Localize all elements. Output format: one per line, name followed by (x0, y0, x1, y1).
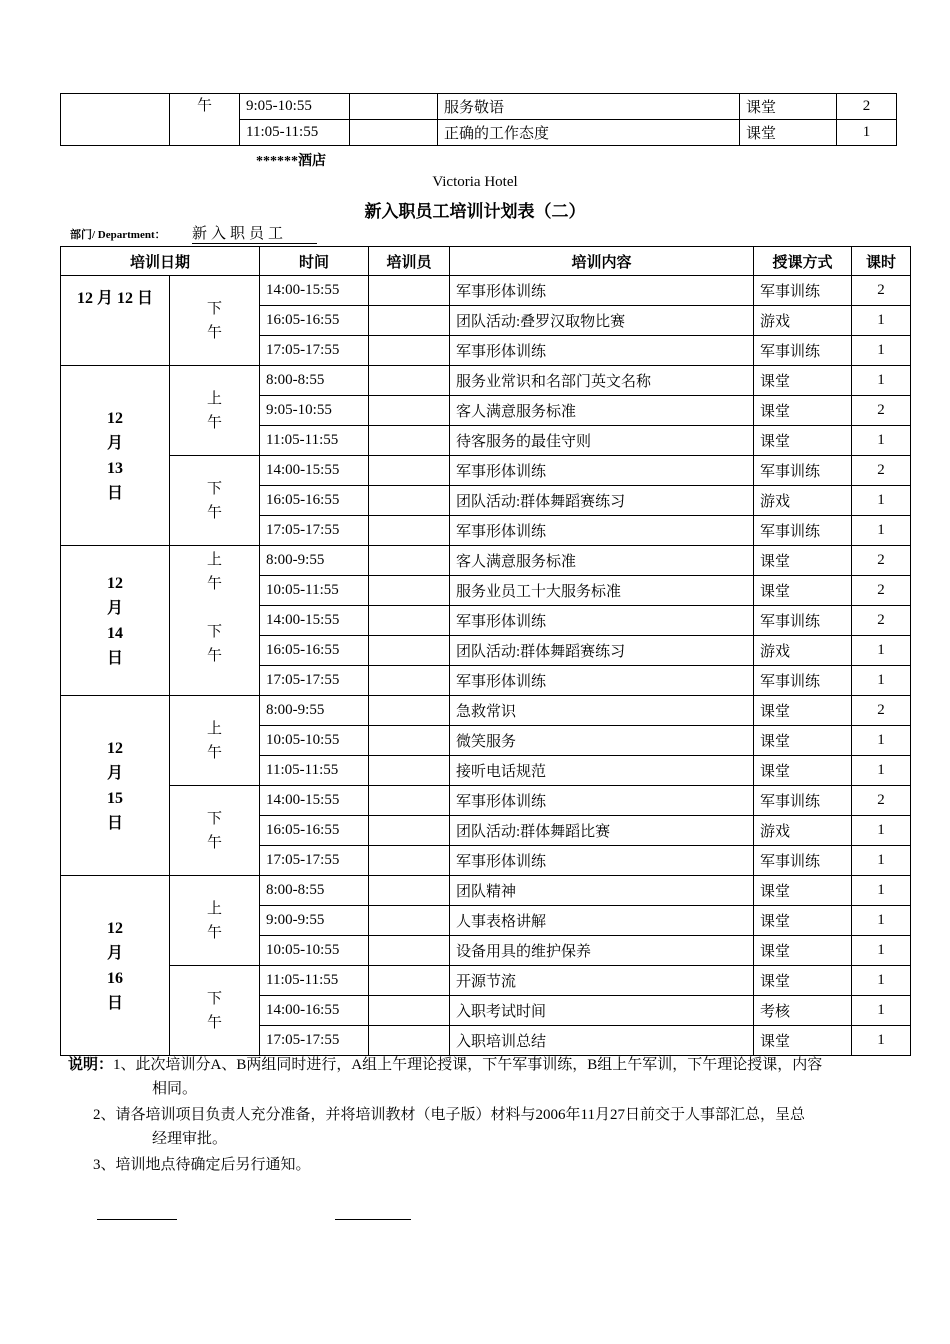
content-cell: 军事形体训练 (450, 276, 754, 306)
method-cell: 课堂 (754, 576, 852, 606)
method-cell: 军事训练 (754, 516, 852, 546)
time-cell: 14:00-15:55 (260, 276, 369, 306)
table-row (61, 786, 911, 816)
table-row (61, 966, 911, 996)
table-row (61, 94, 897, 120)
trainer-cell (350, 120, 438, 146)
trainer-cell (369, 336, 450, 366)
method-cell: 军事训练 (754, 336, 852, 366)
trainer-cell (369, 396, 450, 426)
note-text: 2、请各培训项目负责人充分准备，并将培训教材（电子版）材料与2006年11月27日前交于人事部汇总，呈总 (93, 1107, 805, 1123)
hours-cell: 1 (852, 366, 911, 396)
method-cell: 课堂 (754, 1026, 852, 1056)
content-cell: 团队精神 (450, 876, 754, 906)
hours-cell: 2 (852, 456, 911, 486)
content-cell: 团队活动:群体舞蹈赛练习 (450, 636, 754, 666)
trainer-cell (369, 516, 450, 546)
trainer-cell (350, 94, 438, 120)
content-cell: 团队活动:群体舞蹈比赛 (450, 816, 754, 846)
time-cell: 10:05-10:55 (260, 936, 369, 966)
content-cell: 军事形体训练 (450, 666, 754, 696)
time-cell: 16:05-16:55 (260, 306, 369, 336)
time-cell: 10:05-11:55 (260, 576, 369, 606)
table-row (61, 876, 911, 906)
col-header-trainer: 培训员 (369, 247, 450, 276)
date-cell: 12 月 15 日 (61, 696, 170, 876)
method-cell: 军事训练 (754, 606, 852, 636)
time-cell: 17:05-17:55 (260, 666, 369, 696)
time-cell: 17:05-17:55 (260, 336, 369, 366)
table-row (61, 696, 911, 726)
content-cell: 军事形体训练 (450, 516, 754, 546)
date-cell (61, 94, 170, 146)
method-cell: 军事训练 (754, 786, 852, 816)
time-cell: 14:00-15:55 (260, 786, 369, 816)
hours-cell: 1 (852, 846, 911, 876)
time-cell: 8:00-8:55 (260, 366, 369, 396)
col-header-hours: 课时 (852, 247, 911, 276)
time-cell: 11:05-11:55 (260, 426, 369, 456)
hours-cell: 1 (852, 1026, 911, 1056)
trainer-cell (369, 1026, 450, 1056)
method-cell: 游戏 (754, 816, 852, 846)
method-cell: 课堂 (740, 94, 837, 120)
content-cell: 服务敬语 (438, 94, 740, 120)
time-cell: 8:00-9:55 (260, 546, 369, 576)
date-cell: 12 月 13 日 (61, 366, 170, 546)
hours-cell: 2 (852, 606, 911, 636)
time-cell: 11:05-11:55 (260, 966, 369, 996)
hours-cell: 1 (852, 876, 911, 906)
trainer-cell (369, 486, 450, 516)
content-cell: 客人满意服务标准 (450, 546, 754, 576)
period-cell: 下 午 (170, 786, 260, 876)
content-cell: 正确的工作态度 (438, 120, 740, 146)
note-1 (68, 1053, 888, 1101)
content-cell: 军事形体训练 (450, 846, 754, 876)
hours-cell: 1 (837, 120, 897, 146)
trainer-cell (369, 816, 450, 846)
note-2 (68, 1103, 888, 1151)
trainer-cell (369, 306, 450, 336)
note-3 (68, 1153, 888, 1177)
method-cell: 课堂 (754, 546, 852, 576)
col-header-time: 时间 (260, 247, 369, 276)
method-cell: 考核 (754, 996, 852, 1026)
period-cell: 上 午 下 午 (170, 546, 260, 696)
method-cell: 军事训练 (754, 666, 852, 696)
hours-cell: 1 (852, 636, 911, 666)
table-row (61, 366, 911, 396)
note-text: 3、培训地点待确定后另行通知。 (93, 1157, 311, 1173)
date-cell: 12 月 14 日 (61, 546, 170, 696)
content-cell: 团队活动:群体舞蹈赛练习 (450, 486, 754, 516)
content-cell: 服务业员工十大服务标准 (450, 576, 754, 606)
method-cell: 课堂 (754, 906, 852, 936)
method-cell: 课堂 (754, 876, 852, 906)
date-cell: 12 月 16 日 (61, 876, 170, 1056)
time-cell: 11:05-11:55 (240, 120, 350, 146)
hours-cell: 1 (852, 486, 911, 516)
trainer-cell (369, 426, 450, 456)
hours-cell: 1 (852, 726, 911, 756)
method-cell: 课堂 (740, 120, 837, 146)
trainer-cell (369, 606, 450, 636)
hours-cell: 2 (837, 94, 897, 120)
content-cell: 军事形体训练 (450, 456, 754, 486)
period-cell: 下 午 (170, 966, 260, 1056)
col-header-content: 培训内容 (450, 247, 754, 276)
time-cell: 16:05-16:55 (260, 816, 369, 846)
time-cell: 17:05-17:55 (260, 516, 369, 546)
time-cell: 16:05-16:55 (260, 636, 369, 666)
hours-cell: 1 (852, 906, 911, 936)
time-cell: 16:05-16:55 (260, 486, 369, 516)
period-cell: 上 午 (170, 696, 260, 786)
trainer-cell (369, 276, 450, 306)
method-cell: 课堂 (754, 936, 852, 966)
method-cell: 军事训练 (754, 276, 852, 306)
col-header-date: 培训日期 (61, 247, 260, 276)
time-cell: 10:05-10:55 (260, 726, 369, 756)
time-cell: 17:05-17:55 (260, 846, 369, 876)
trainer-cell (369, 366, 450, 396)
table-header-row (61, 247, 911, 276)
content-cell: 接听电话规范 (450, 756, 754, 786)
hours-cell: 2 (852, 396, 911, 426)
previous-table-fragment (60, 93, 897, 146)
time-cell: 8:00-9:55 (260, 696, 369, 726)
table-row (61, 546, 911, 576)
hotel-english-name: Victoria Hotel (432, 174, 518, 190)
hours-cell: 1 (852, 936, 911, 966)
content-cell: 入职培训总结 (450, 1026, 754, 1056)
method-cell: 课堂 (754, 696, 852, 726)
method-cell: 课堂 (754, 726, 852, 756)
method-cell: 游戏 (754, 306, 852, 336)
method-cell: 课堂 (754, 966, 852, 996)
hours-cell: 1 (852, 816, 911, 846)
content-cell: 团队活动:叠罗汉取物比赛 (450, 306, 754, 336)
date-cell: 12 月 12 日 (61, 276, 170, 366)
method-cell: 游戏 (754, 636, 852, 666)
method-cell: 课堂 (754, 366, 852, 396)
trainer-cell (369, 666, 450, 696)
department-value: 新入职员工 (192, 222, 317, 244)
note-text: 1、此次培训分A、B两组同时进行，A组上午理论授课，下午军事训练，B组上午军训，下午理论授课，内容 (113, 1057, 823, 1073)
method-cell: 军事训练 (754, 456, 852, 486)
hours-cell: 1 (852, 516, 911, 546)
content-cell: 入职考试时间 (450, 996, 754, 1026)
hours-cell: 1 (852, 756, 911, 786)
hours-cell: 1 (852, 426, 911, 456)
time-cell: 14:00-16:55 (260, 996, 369, 1026)
hours-cell: 2 (852, 786, 911, 816)
trainer-cell (369, 726, 450, 756)
period-cell: 下 午 (170, 276, 260, 366)
content-cell: 开源节流 (450, 966, 754, 996)
time-cell: 11:05-11:55 (260, 756, 369, 786)
method-cell: 游戏 (754, 486, 852, 516)
content-cell: 服务业常识和名部门英文名称 (450, 366, 754, 396)
period-cell: 午 (170, 94, 240, 146)
trainer-cell (369, 936, 450, 966)
note-continuation: 相同。 (152, 1081, 198, 1097)
trainer-cell (369, 696, 450, 726)
time-cell: 9:00-9:55 (260, 906, 369, 936)
training-schedule-table (60, 246, 911, 1056)
hours-cell: 2 (852, 696, 911, 726)
time-cell: 9:05-10:55 (260, 396, 369, 426)
hours-cell: 2 (852, 276, 911, 306)
hours-cell: 1 (852, 666, 911, 696)
trainer-cell (369, 906, 450, 936)
content-cell: 待客服务的最佳守则 (450, 426, 754, 456)
table-row (61, 276, 911, 306)
time-cell: 8:00-8:55 (260, 876, 369, 906)
hours-cell: 1 (852, 966, 911, 996)
period-cell: 上 午 (170, 876, 260, 966)
content-cell: 微笑服务 (450, 726, 754, 756)
trainer-cell (369, 996, 450, 1026)
hours-cell: 1 (852, 996, 911, 1026)
department-label: 部门/ Department： (70, 229, 166, 241)
hours-cell: 2 (852, 546, 911, 576)
content-cell: 客人满意服务标准 (450, 396, 754, 426)
content-cell: 设备用具的维护保养 (450, 936, 754, 966)
trainer-cell (369, 786, 450, 816)
trainer-cell (369, 876, 450, 906)
trainer-cell (369, 456, 450, 486)
hotel-name: ******酒店 (256, 154, 326, 169)
method-cell: 课堂 (754, 396, 852, 426)
trainer-cell (369, 966, 450, 996)
time-cell: 9:05-10:55 (240, 94, 350, 120)
notes-label: 说明： (68, 1057, 114, 1073)
content-cell: 急救常识 (450, 696, 754, 726)
trainer-cell (369, 546, 450, 576)
col-header-method: 授课方式 (754, 247, 852, 276)
trainer-cell (369, 756, 450, 786)
notes-section (68, 1053, 888, 1179)
trainer-cell (369, 636, 450, 666)
signature-line (335, 1219, 411, 1220)
time-cell: 17:05-17:55 (260, 1026, 369, 1056)
form-title: 新入职员工培训计划表（二） (364, 202, 586, 221)
hours-cell: 1 (852, 336, 911, 366)
trainer-cell (369, 576, 450, 606)
table-row (61, 456, 911, 486)
method-cell: 军事训练 (754, 846, 852, 876)
content-cell: 军事形体训练 (450, 606, 754, 636)
note-continuation: 经理审批。 (152, 1131, 228, 1147)
method-cell: 课堂 (754, 426, 852, 456)
time-cell: 14:00-15:55 (260, 606, 369, 636)
period-cell: 上 午 (170, 366, 260, 456)
signature-line (97, 1219, 177, 1220)
time-cell: 14:00-15:55 (260, 456, 369, 486)
content-cell: 军事形体训练 (450, 336, 754, 366)
hours-cell: 1 (852, 306, 911, 336)
method-cell: 课堂 (754, 756, 852, 786)
period-cell: 下 午 (170, 456, 260, 546)
content-cell: 人事表格讲解 (450, 906, 754, 936)
trainer-cell (369, 846, 450, 876)
content-cell: 军事形体训练 (450, 786, 754, 816)
hours-cell: 2 (852, 576, 911, 606)
